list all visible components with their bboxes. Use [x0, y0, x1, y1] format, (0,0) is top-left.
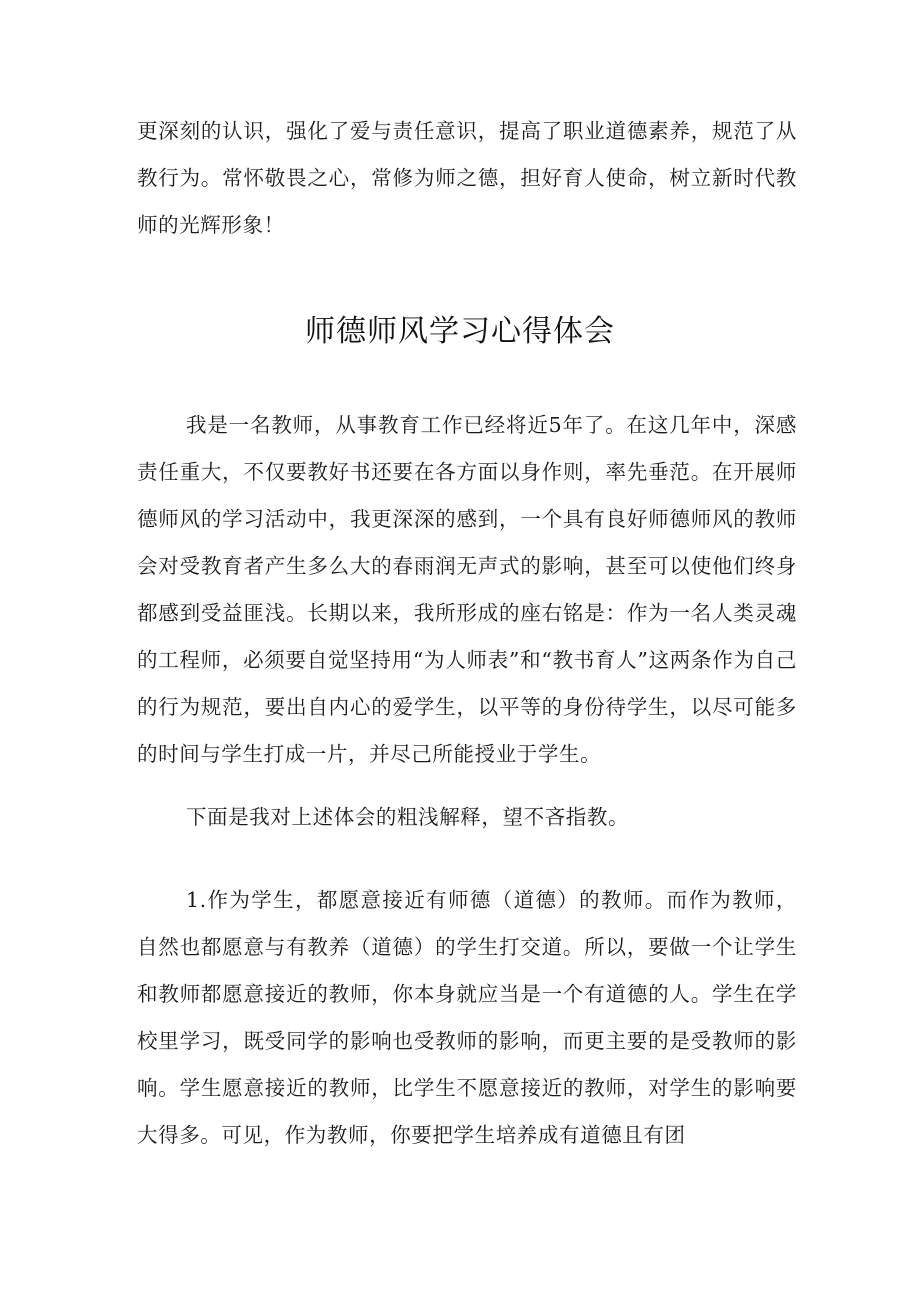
body-paragraph-2: 下面是我对上述体会的粗浅解释，望不吝指教。 — [186, 805, 630, 829]
body-paragraph-1: 我是一名教师，从事教育工作已经将近5年了。在这几年中，深感责任重大，不仅要教好书还要在各方面以身作则，率先垂范。在开展师德师风的学习活动中，我更深深的感到，一个具有良好师德师风的教师会对受教育者产生多么大的春雨润无声式的影响，甚至可以使他们终身都感到受益匪浅。长期以来，我所形成的座右铭是：作为一名人类灵魂的工程师，必须要自觉坚持用“为人师表”和“教书育人”这两条作为自己的行为规范，要出自内心的爱学生，以平等的身份待学生，以尽可能多的时间与学生打成一片，并尽己所能授业于学生。 — [137, 413, 797, 766]
intro-paragraph: 更深刻的认识，强化了爱与责任意识，提高了职业道德素养，规范了从教行为。常怀敬畏之心，常修为师之德，担好育人使命，树立新时代教师的光辉形象！ — [137, 119, 797, 237]
body-paragraph-3: 1.作为学生，都愿意接近有师德（道德）的教师。而作为教师，自然也都愿意与有教养（道德）的学生打交道。所以，要做一个让学生和教师都愿意接近的教师，你本身就应当是一个有道德的人。学生在学校里学习，既受同学的影响也受教师的影响，而更主要的是受教师的影响。学生愿意接近的教师，比学生不愿意接近的教师，对学生的影响要大得多。可见，作为教师，你要把学生培养成有道德且有团 — [137, 888, 797, 1147]
page-title: 师德师风学习心得体会 — [305, 314, 615, 349]
